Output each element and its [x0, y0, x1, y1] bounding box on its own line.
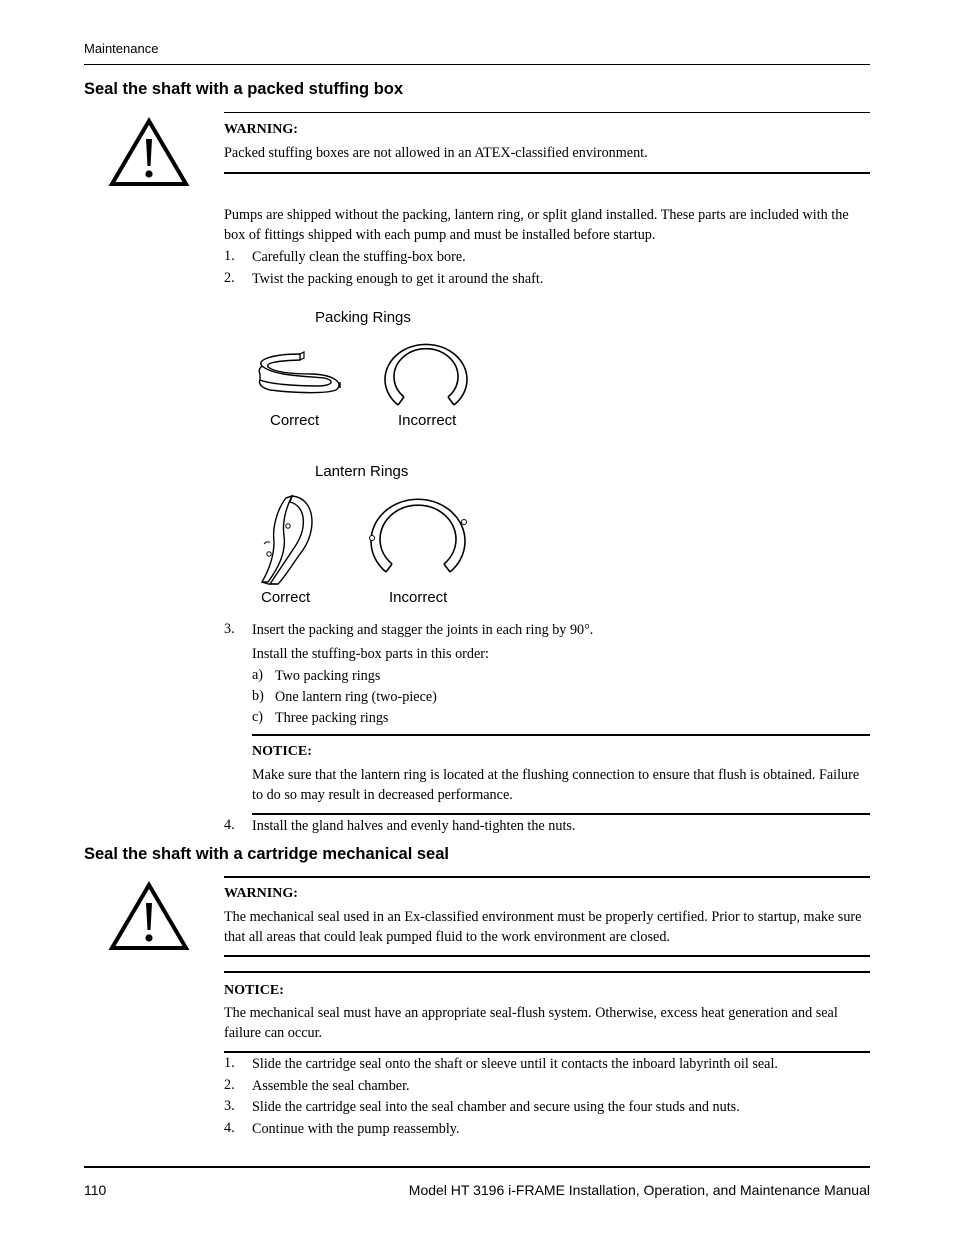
warning-top-rule	[224, 876, 870, 878]
section-title: Seal the shaft with a cartridge mechanical seal	[84, 845, 449, 863]
notice-top-rule	[252, 734, 870, 736]
packing-ring-incorrect-illustration	[382, 337, 472, 413]
packing-correct-label: Correct	[270, 412, 320, 429]
running-header: Maintenance	[84, 41, 159, 56]
section-title: Seal the shaft with a packed stuffing box	[84, 80, 404, 98]
warning-bottom-rule	[224, 172, 870, 174]
step-number: 1.	[224, 248, 235, 264]
warning-icon	[110, 881, 190, 951]
sub-step-letter: b)	[252, 688, 264, 704]
lantern-ring-correct-illustration	[256, 492, 322, 588]
intro-paragraph: Pumps are shipped without the packing, lantern ring, or split gland installed. These parts are included with the box of fittings shipped with each pump and must be installed before startup.	[224, 207, 849, 243]
page-number: 110	[84, 1182, 107, 1198]
sub-step-text: Three packing rings	[275, 710, 389, 726]
figure-title-lantern-rings: Lantern Rings	[315, 463, 409, 480]
step-text: Continue with the pump reassembly.	[252, 1121, 460, 1137]
notice-bottom-rule	[224, 1051, 870, 1053]
warning-text: The mechanical seal used in an Ex-classified environment must be properly certified. Prior to startup, make sure that all areas that could leak pumped fluid to the work environment are closed.	[224, 909, 862, 945]
step-number: 2.	[224, 1077, 235, 1093]
notice-top-rule	[224, 971, 870, 973]
step-text: Slide the cartridge seal onto the shaft or sleeve until it contacts the inboard labyrinth oil seal.	[252, 1056, 778, 1072]
lantern-ring-incorrect-illustration	[368, 492, 468, 582]
step-number: 4.	[224, 1120, 235, 1136]
notice-text: Make sure that the lantern ring is located at the flushing connection to ensure that flush is obtained. Failure to do so may result in decreased performance.	[252, 767, 860, 803]
packing-ring-correct-illustration	[254, 350, 344, 396]
warning-text: Packed stuffing boxes are not allowed in an ATEX-classified environment.	[224, 145, 648, 161]
lantern-correct-label: Correct	[261, 589, 311, 606]
warning-icon	[110, 117, 190, 187]
notice-text: The mechanical seal must have an appropriate seal-flush system. Otherwise, excess heat generation and seal failure can occur.	[224, 1005, 838, 1041]
lantern-incorrect-label: Incorrect	[389, 589, 448, 606]
manual-title: Model HT 3196 i-FRAME Installation, Operation, and Maintenance Manual	[408, 1182, 870, 1198]
step-number: 1.	[224, 1055, 235, 1071]
sub-step-letter: a)	[252, 667, 264, 683]
notice-label: NOTICE:	[252, 744, 312, 759]
warning-bottom-rule	[224, 955, 870, 957]
step-number: 4.	[224, 817, 235, 833]
step-number: 3.	[224, 1098, 235, 1114]
step-number: 2.	[224, 270, 235, 286]
sub-step-text: Two packing rings	[275, 668, 381, 684]
figure-title-packing-rings: Packing Rings	[315, 309, 411, 326]
header-rule	[84, 64, 870, 65]
step-text: Carefully clean the stuffing-box bore.	[252, 249, 466, 265]
step-text: Install the gland halves and evenly hand-tighten the nuts.	[252, 818, 576, 834]
warning-label: WARNING:	[224, 122, 298, 137]
sub-step-letter: c)	[252, 709, 264, 725]
step-text: Twist the packing enough to get it around the shaft.	[252, 271, 544, 287]
warning-label: WARNING:	[224, 886, 298, 901]
step-text: Insert the packing and stagger the joints in each ring by 90°.	[252, 622, 594, 638]
warning-top-rule	[224, 112, 870, 113]
notice-label: NOTICE:	[224, 983, 284, 998]
step-text: Assemble the seal chamber.	[252, 1078, 410, 1094]
footer-rule	[84, 1166, 870, 1168]
notice-bottom-rule	[252, 813, 870, 815]
step-text: Slide the cartridge seal into the seal chamber and secure using the four studs and nuts.	[252, 1099, 740, 1115]
step-number: 3.	[224, 621, 235, 637]
packing-incorrect-label: Incorrect	[398, 412, 457, 429]
step-sub-intro: Install the stuffing-box parts in this order:	[252, 646, 489, 662]
sub-step-text: One lantern ring (two-piece)	[275, 689, 437, 705]
